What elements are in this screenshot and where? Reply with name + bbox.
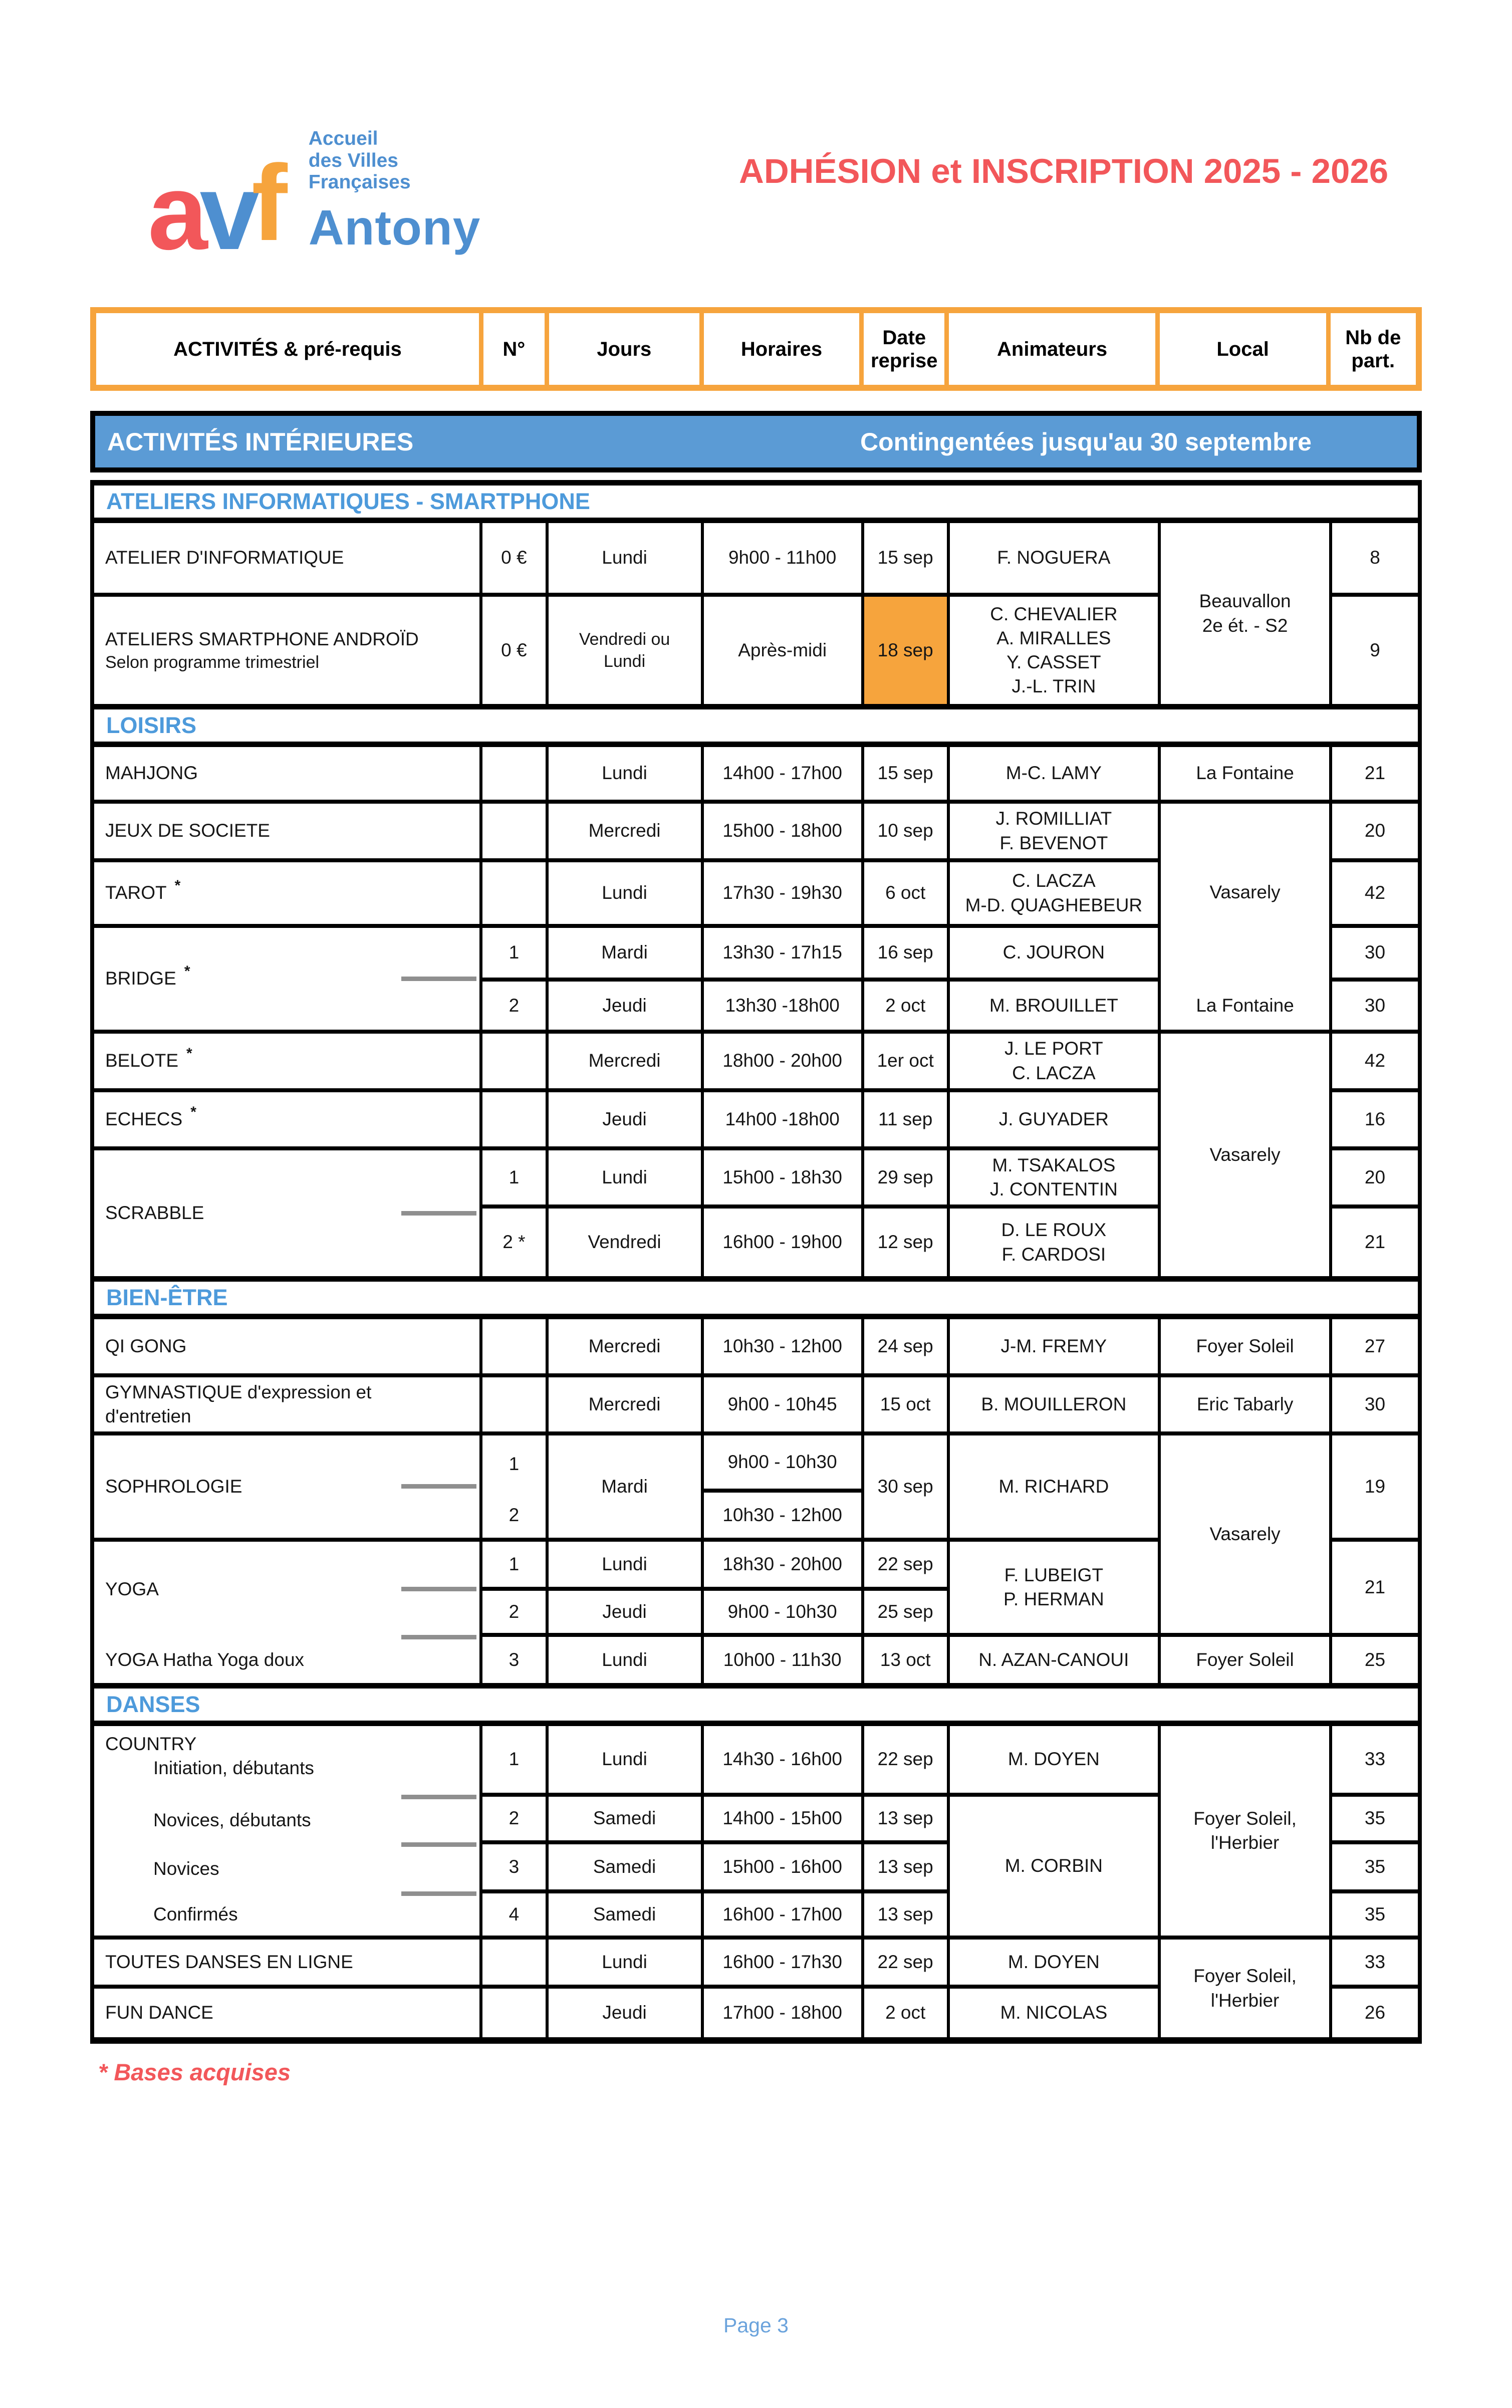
- nb-cell: 27: [1332, 1319, 1418, 1377]
- local-cell: Vasarely: [1161, 804, 1332, 982]
- price-cell: 0 €: [482, 597, 548, 704]
- jours-cell: Jeudi: [549, 1989, 704, 2037]
- activity-cell: TAROT *: [94, 862, 482, 928]
- num-cell: 1: [482, 1150, 548, 1209]
- avf-logo-letters: [148, 113, 280, 272]
- jours-cell: Mercredi: [549, 1034, 704, 1092]
- jours-cell: Mercredi: [549, 804, 704, 862]
- col-header-horaires: Horaires: [704, 313, 864, 385]
- num-cell: [482, 1377, 548, 1435]
- horaires-cell: 13h30 - 17h15: [704, 928, 864, 982]
- col-header-jours: Jours: [549, 313, 704, 385]
- date-cell: 11 sep: [864, 1092, 950, 1150]
- num-cell: 1: [482, 928, 548, 982]
- animateurs-cell: [950, 1092, 1161, 1150]
- price-cell: 0 €: [482, 523, 548, 597]
- num-cell: [482, 1940, 548, 1989]
- animateurs-cell: [950, 1637, 1161, 1683]
- animator-name: C. JOURON: [1002, 942, 1105, 963]
- animator-name: M-D. QUAGHEBEUR: [965, 894, 1143, 915]
- col-header-numero: N°: [483, 313, 549, 385]
- activity-cell: COUNTRY Initiation, débutants: [94, 1726, 482, 1797]
- horaires-cell: 9h00 - 10h45: [704, 1377, 864, 1435]
- jours-cell: Mardi: [549, 928, 704, 982]
- date-cell: 22 sep: [864, 1542, 950, 1591]
- num-cell: [482, 1989, 548, 2037]
- section-ateliers: [90, 523, 1422, 704]
- nb-cell: 8: [1332, 523, 1418, 597]
- animateurs-cell: [950, 1797, 1161, 1940]
- jours-cell: Samedi: [549, 1844, 704, 1893]
- animator-name: F. BEVENOT: [999, 832, 1108, 853]
- jours-cell: Mercredi: [549, 1319, 704, 1377]
- nb-cell: 30: [1332, 1377, 1418, 1435]
- activity-cell: BELOTE *: [94, 1034, 482, 1092]
- jours-cell: Jeudi: [549, 982, 704, 1034]
- subrow-divider-stub: [401, 1587, 476, 1591]
- activity-sublevel: Novices: [153, 1858, 219, 1879]
- activity-cell: [94, 1844, 482, 1893]
- animateurs-cell: [950, 1542, 1161, 1637]
- num-cell: 1: [482, 1542, 548, 1591]
- num-cell: 2: [482, 1493, 548, 1542]
- num-cell: 1: [482, 1435, 548, 1493]
- date-cell: 2 oct: [864, 1989, 950, 2037]
- section-danses: [90, 1726, 1422, 2044]
- horaires-cell: 17h00 - 18h00: [704, 1989, 864, 2037]
- animator-name: J. CONTENTIN: [989, 1179, 1118, 1199]
- horaires-cell: 9h00 - 10h30: [704, 1591, 864, 1637]
- animator-name: C. CHEVALIER: [990, 603, 1118, 624]
- local-cell: Vasarely: [1161, 1435, 1332, 1637]
- animator-name: B. MOUILLERON: [981, 1393, 1127, 1414]
- activity-cell: ECHECS *: [94, 1092, 482, 1150]
- col-header-date-reprise: Date reprise: [864, 313, 949, 385]
- num-cell: 3: [482, 1637, 548, 1683]
- table-banner: [90, 411, 1422, 472]
- horaires-cell: 13h30 -18h00: [704, 982, 864, 1034]
- jours-cell: Samedi: [549, 1797, 704, 1844]
- animator-name: J. ROMILLIAT: [995, 808, 1112, 829]
- logo-letter-a: a: [148, 151, 200, 272]
- jours-cell: Jeudi: [549, 1092, 704, 1150]
- activity-cell: YOGA Hatha Yoga doux: [94, 1637, 482, 1683]
- jours-cell: Mercredi: [549, 1377, 704, 1435]
- jours-cell: Samedi: [549, 1893, 704, 1940]
- animator-name: M-C. LAMY: [1005, 763, 1102, 784]
- date-cell: 24 sep: [864, 1319, 950, 1377]
- animator-name: M. CORBIN: [1004, 1855, 1103, 1876]
- activity-cell: BRIDGE *: [94, 928, 482, 1034]
- nb-cell: 20: [1332, 1150, 1418, 1209]
- animator-name: M. NICOLAS: [1000, 2002, 1108, 2023]
- date-cell: 2 oct: [864, 982, 950, 1034]
- local-cell: Beauvallon 2e ét. - S2: [1161, 523, 1332, 704]
- date-cell-highlighted: 18 sep: [864, 597, 950, 704]
- section-header-loisirs: LOISIRS: [90, 704, 1422, 747]
- horaires-cell: 17h30 - 19h30: [704, 862, 864, 928]
- horaires-cell: 18h30 - 20h00: [704, 1542, 864, 1591]
- date-cell: 22 sep: [864, 1940, 950, 1989]
- animateurs-cell: [950, 747, 1161, 804]
- animateurs-cell: [950, 862, 1161, 928]
- activity-cell: MAHJONG: [94, 747, 482, 804]
- date-cell: 13 oct: [864, 1637, 950, 1683]
- activity-sublevel: Novices, débutants: [153, 1810, 311, 1831]
- date-cell: 10 sep: [864, 804, 950, 862]
- date-cell: 13 sep: [864, 1893, 950, 1940]
- jours-cell: Mardi: [549, 1435, 704, 1542]
- animateurs-cell: [950, 982, 1161, 1034]
- jours-cell: Jeudi: [549, 1591, 704, 1637]
- horaires-cell: 14h00 - 15h00: [704, 1797, 864, 1844]
- date-cell: 6 oct: [864, 862, 950, 928]
- local-cell: Foyer Soleil: [1161, 1637, 1332, 1683]
- activity-cell: JEUX DE SOCIETE: [94, 804, 482, 862]
- activity-cell: SCRABBLE: [94, 1150, 482, 1276]
- logo-org-line: Françaises: [308, 171, 411, 193]
- date-cell: 22 sep: [864, 1726, 950, 1797]
- local-cell: Foyer Soleil, l'Herbier: [1161, 1726, 1332, 1940]
- subrow-divider-stub: [401, 977, 476, 981]
- animateurs-cell: [950, 1989, 1161, 2037]
- nb-cell: 35: [1332, 1797, 1418, 1844]
- animateurs-cell: [950, 597, 1161, 704]
- num-cell: [482, 1319, 548, 1377]
- activities-table: [90, 411, 1422, 2044]
- animateurs-cell: [950, 1209, 1161, 1276]
- animateurs-cell: [950, 1377, 1161, 1435]
- prerequisite-asterisk: *: [190, 1103, 196, 1120]
- animateurs-cell: [950, 1940, 1161, 1989]
- nb-cell: 19: [1332, 1435, 1418, 1542]
- horaires-cell: 16h00 - 19h00: [704, 1209, 864, 1276]
- subrow-divider-stub: [401, 1484, 476, 1489]
- num-cell: 1: [482, 1726, 548, 1797]
- animator-name: M. TSAKALOS: [992, 1154, 1116, 1175]
- page-number: Page 3: [723, 2314, 789, 2337]
- num-cell: [482, 1092, 548, 1150]
- animator-name: F. NOGUERA: [997, 547, 1111, 568]
- horaires-cell: 16h00 - 17h00: [704, 1893, 864, 1940]
- animator-name: C. LACZA: [1012, 1062, 1096, 1083]
- animator-name: M. DOYEN: [1007, 1749, 1100, 1770]
- horaires-cell: 9h00 - 11h00: [704, 523, 864, 597]
- nb-cell: 30: [1332, 928, 1418, 982]
- animator-name: D. LE ROUX: [1001, 1220, 1107, 1241]
- horaires-cell: 18h00 - 20h00: [704, 1034, 864, 1092]
- activity-cell: [94, 1893, 482, 1940]
- num-cell: 2 *: [482, 1209, 548, 1276]
- page-title: ADHÉSION et INSCRIPTION 2025 - 2026: [739, 152, 1389, 190]
- prerequisite-asterisk: *: [186, 1045, 192, 1062]
- date-cell: 1er oct: [864, 1034, 950, 1092]
- subrow-divider-stub: [401, 1211, 476, 1216]
- activity-cell: SOPHROLOGIE: [94, 1435, 482, 1542]
- animateurs-cell: [950, 523, 1161, 597]
- animateurs-cell: [950, 1150, 1161, 1209]
- jours-cell: Vendredi ou Lundi: [549, 597, 704, 704]
- nb-cell: 9: [1370, 639, 1380, 660]
- animator-name: J. GUYADER: [998, 1108, 1109, 1129]
- jours-cell: Lundi: [549, 1726, 704, 1797]
- nb-cell: 42: [1332, 1034, 1418, 1092]
- logo-org-line: Accueil: [308, 128, 378, 149]
- animator-name: J. LE PORT: [1004, 1038, 1103, 1059]
- num-cell: [482, 1034, 548, 1092]
- local-cell: La Fontaine: [1161, 982, 1332, 1034]
- section-header-danses: DANSES: [90, 1683, 1422, 1726]
- banner-right-label: Contingentées jusqu'au 30 septembre: [860, 427, 1312, 456]
- activity-cell: FUN DANCE: [94, 1989, 482, 2037]
- nb-cell: 16: [1332, 1092, 1418, 1150]
- date-cell: 29 sep: [864, 1150, 950, 1209]
- animator-name: P. HERMAN: [1003, 1589, 1104, 1609]
- nb-cell: 33: [1332, 1726, 1418, 1797]
- avf-logo: [148, 113, 481, 272]
- nb-cell: 25: [1364, 1649, 1386, 1670]
- horaires-cell: 14h00 - 17h00: [704, 747, 864, 804]
- horaires-cell: 15h00 - 18h00: [704, 804, 864, 862]
- date-cell: 25 sep: [864, 1591, 950, 1637]
- local-cell: Eric Tabarly: [1161, 1377, 1332, 1435]
- section-bien-etre: [90, 1319, 1422, 1683]
- section-loisirs: [90, 747, 1422, 1276]
- jours-cell: Lundi: [549, 1940, 704, 1989]
- horaires-cell: 16h00 - 17h30: [704, 1940, 864, 1989]
- animator-name: F. LUBEIGT: [1004, 1564, 1104, 1585]
- logo-city: Antony: [308, 200, 481, 256]
- nb-cell: 42: [1332, 862, 1418, 928]
- nb-cell: 20: [1332, 804, 1418, 862]
- logo-letter-f: f: [251, 142, 280, 263]
- section-header-ateliers: ATELIERS INFORMATIQUES - SMARTPHONE: [90, 480, 1422, 523]
- nb-cell: 21: [1332, 1542, 1418, 1637]
- num-cell: [482, 747, 548, 804]
- prerequisite-asterisk: *: [174, 877, 181, 894]
- animateurs-cell: [950, 1319, 1161, 1377]
- jours-cell: Lundi: [549, 862, 704, 928]
- footnote-bases-acquises: * Bases acquises: [98, 2059, 291, 2085]
- nb-cell: 30: [1332, 982, 1418, 1034]
- nb-cell: 35: [1332, 1844, 1418, 1893]
- nb-cell: 35: [1332, 1893, 1418, 1940]
- animator-name: J.-L. TRIN: [1012, 676, 1096, 697]
- jours-cell: Lundi: [549, 1542, 704, 1591]
- date-cell: 15 sep: [864, 523, 950, 597]
- local-cell: Vasarely: [1161, 1034, 1332, 1276]
- animateurs-cell: [950, 1726, 1161, 1797]
- activity-cell: ATELIERS SMARTPHONE ANDROÏD Selon programme trimestriel: [94, 597, 482, 704]
- prerequisite-asterisk: *: [184, 963, 190, 980]
- jours-cell: Lundi: [549, 1637, 704, 1683]
- table-header-row: [90, 307, 1422, 391]
- horaires-cell: Après-midi: [704, 597, 864, 704]
- num-cell: 3: [482, 1844, 548, 1893]
- banner-left-label: ACTIVITÉS INTÉRIEURES: [107, 427, 414, 456]
- date-cell: 15 oct: [864, 1377, 950, 1435]
- activity-sublevel: Initiation, débutants: [153, 1758, 314, 1779]
- col-header-nb-part: Nb de part.: [1345, 326, 1401, 372]
- jours-cell: Vendredi: [549, 1209, 704, 1276]
- date-cell: 12 sep: [864, 1209, 950, 1276]
- animateurs-cell: [950, 804, 1161, 862]
- nb-cell: 21: [1364, 1232, 1386, 1253]
- activity-note: Selon programme trimestriel: [105, 652, 320, 672]
- section-header-bien-etre: BIEN-ÊTRE: [90, 1276, 1422, 1319]
- animateurs-cell: [950, 928, 1161, 982]
- animator-name: F. CARDOSI: [1001, 1244, 1106, 1265]
- activity-cell: ATELIER D'INFORMATIQUE: [94, 523, 482, 597]
- activity-cell: TOUTES DANSES EN LIGNE: [94, 1940, 482, 1989]
- horaires-cell: 10h30 - 12h00: [704, 1319, 864, 1377]
- col-header-activites: ACTIVITÉS & pré-requis: [96, 313, 483, 385]
- animateurs-cell: [950, 1034, 1161, 1092]
- local-cell: Foyer Soleil, l'Herbier: [1161, 1940, 1332, 2037]
- jours-cell: Lundi: [549, 523, 704, 597]
- local-cell: La Fontaine: [1161, 747, 1332, 804]
- logo-letter-v: v: [199, 151, 252, 272]
- jours-cell: Lundi: [549, 1150, 704, 1209]
- col-header-local: Local: [1160, 313, 1331, 385]
- activity-cell: GYMNASTIQUE d'expression et d'entretien: [94, 1377, 482, 1435]
- col-header-animateurs: Animateurs: [949, 313, 1159, 385]
- animateurs-cell: [950, 1435, 1161, 1542]
- nb-cell: 21: [1332, 747, 1418, 804]
- num-cell: 4: [482, 1893, 548, 1940]
- animator-name: Y. CASSET: [1006, 652, 1101, 672]
- horaires-cell: 10h30 - 12h00: [704, 1493, 864, 1542]
- horaires-cell: 15h00 - 16h00: [704, 1844, 864, 1893]
- logo-org-line: des Villes: [308, 149, 398, 171]
- animator-name: M. RICHARD: [998, 1476, 1109, 1497]
- activity-cell: [94, 1797, 482, 1844]
- animator-name: N. AZAN-CANOUI: [978, 1649, 1129, 1670]
- local-cell: Foyer Soleil: [1161, 1319, 1332, 1377]
- date-cell: 30 sep: [864, 1435, 950, 1542]
- date-cell: 16 sep: [864, 928, 950, 982]
- activity-cell: QI GONG: [94, 1319, 482, 1377]
- logo-text: [309, 113, 481, 256]
- animator-name: M. BROUILLET: [989, 995, 1118, 1016]
- num-cell: [482, 804, 548, 862]
- num-cell: 2: [482, 1591, 548, 1637]
- horaires-cell: 14h00 -18h00: [704, 1092, 864, 1150]
- jours-cell: Lundi: [549, 747, 704, 804]
- num-cell: [482, 862, 548, 928]
- num-cell: 2: [482, 1797, 548, 1844]
- date-cell: 13 sep: [864, 1844, 950, 1893]
- nb-cell: 33: [1332, 1940, 1418, 1989]
- activity-cell: YOGA: [94, 1542, 482, 1637]
- animator-name: C. LACZA: [1012, 870, 1096, 891]
- num-cell: 2: [482, 982, 548, 1034]
- horaires-cell: 15h00 - 18h30: [704, 1150, 864, 1209]
- horaires-cell: 10h00 - 11h30: [704, 1637, 864, 1683]
- horaires-cell: 14h30 - 16h00: [704, 1726, 864, 1797]
- date-cell: 13 sep: [864, 1797, 950, 1844]
- date-cell: 15 sep: [864, 747, 950, 804]
- nb-cell: 26: [1364, 2002, 1386, 2023]
- animator-name: A. MIRALLES: [996, 627, 1111, 648]
- activity-sublevel: Confirmés: [153, 1903, 238, 1924]
- horaires-cell: 9h00 - 10h30: [704, 1435, 864, 1493]
- animator-name: J-M. FREMY: [1000, 1335, 1107, 1356]
- animator-name: M. DOYEN: [1007, 1951, 1100, 1972]
